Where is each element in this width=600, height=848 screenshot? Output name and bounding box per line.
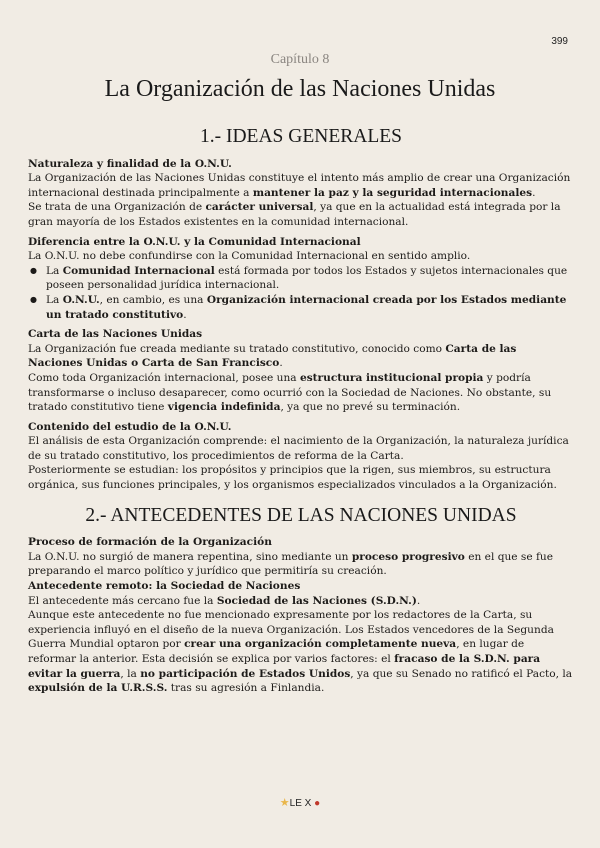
paragraph: Aunque este antecedente no fue mencionado expresamente por los redactores de la Carta, su experiencia influyó en el diseño de la nueva Organización. Los Estados vencedores de la Segunda Guerra Mundial optaron por crear una organización completamente nueva, en lugar de reformar la anterior. Esta decisión se explica por varios factores: el fracaso de la S.D.N. para evitar la guerra, la no participación de Estados Unidos, ya que su Senado no ratificó el Pacto, la expulsión de la U.R.S.S. tras su agresión a Finlandia. bbox=[28, 609, 573, 695]
page-content bbox=[28, 126, 574, 696]
bullet-list bbox=[28, 264, 574, 322]
emphasis: Sociedad de las Naciones (S.D.N.) bbox=[216, 594, 417, 607]
emphasis: mantener la paz y la seguridad internacionales bbox=[252, 186, 533, 199]
subheading-naturaleza: Naturaleza y finalidad de la O.N.U. bbox=[28, 157, 232, 170]
subheading-proceso: Proceso de formación de la Organización bbox=[28, 536, 272, 549]
paragraph: Se trata de una Organización de carácter universal, ya que en la actualidad está integrada por la gran mayoría de los Estados existentes en la comunidad internacional. bbox=[28, 201, 561, 228]
paragraph: El análisis de esta Organización comprende: el nacimiento de la Organización, la naturaleza jurídica de su tratado constitutivo, los procedimientos de reforma de la Carta. bbox=[28, 435, 569, 462]
subheading-contenido: Contenido del estudio de la O.N.U. bbox=[28, 420, 232, 433]
emphasis: Comunidad Internacional bbox=[62, 264, 215, 277]
emphasis: O.N.U. bbox=[62, 293, 100, 306]
emphasis: carácter universal bbox=[205, 201, 314, 214]
star-icon: ★ bbox=[279, 797, 290, 809]
subheading-diferencia: Diferencia entre la O.N.U. y la Comunidad Internacional bbox=[28, 235, 361, 248]
page-number: 399 bbox=[551, 36, 568, 47]
paragraph: Posteriormente se estudian: los propósitos y principios que la rigen, sus miembros, su estructura orgánica, sus funciones principales, y los organismos especializados vinculados a la Organización. bbox=[28, 464, 557, 492]
subheading-carta: Carta de las Naciones Unidas bbox=[28, 328, 203, 341]
emphasis: Carta de las Naciones Unidas o Carta de San Francisco bbox=[28, 342, 517, 370]
bullet-item: ● La Comunidad Internacional está formada por todos los Estados y sujetos internacionales que poseen personalidad jurídica internacional. bbox=[28, 264, 574, 293]
drop-icon: ● bbox=[314, 798, 321, 809]
footer-logo bbox=[0, 796, 600, 809]
emphasis: estructura institucional propia bbox=[299, 371, 484, 384]
paragraph: Como toda Organización internacional, posee una estructura institucional propia y podría transformarse o incluso desaparecer, como ocurrió con la Sociedad de Naciones. No obstante, su tratado constitutivo tiene vigencia indefinida, ya que no prevé su terminación. bbox=[28, 371, 552, 414]
emphasis: Organización internacional creada por los Estados mediante un tratado constitutivo bbox=[46, 293, 567, 321]
section-heading-antecedentes: 2.- ANTECEDENTES DE LAS NACIONES UNIDAS bbox=[85, 504, 517, 526]
paragraph: La O.N.U. no surgió de manera repentina, sino mediante un proceso progresivo en el que se fue preparando el marco político y jurídico que permitiría su creación. bbox=[28, 550, 554, 578]
paragraph: La Organización fue creada mediante su tratado constitutivo, conocido como Carta de las Naciones Unidas o Carta de San Francisco. bbox=[28, 342, 517, 370]
paragraph: El antecedente más cercano fue la Sociedad de las Naciones (S.D.N.). bbox=[28, 594, 421, 607]
emphasis: proceso progresivo bbox=[351, 550, 465, 563]
emphasis: vigencia indefinida bbox=[167, 401, 281, 414]
section-heading-ideas-generales: 1.- IDEAS GENERALES bbox=[199, 126, 403, 147]
bullet-item: ● La O.N.U., en cambio, es una Organización internacional creada por los Estados mediante un tratado constitutivo. bbox=[28, 293, 574, 322]
paragraph: La Organización de las Naciones Unidas constituye el intento más amplio de crear una Organización internacional destinada principalmente a mantener la paz y la seguridad internacionales. bbox=[28, 172, 571, 199]
subheading-antecedente-remoto: Antecedente remoto: la Sociedad de Naciones bbox=[28, 580, 301, 593]
emphasis: crear una organización completamente nueva bbox=[184, 638, 457, 651]
chapter-label: Capítulo 8 bbox=[270, 52, 330, 67]
chapter-title: La Organización de las Naciones Unidas bbox=[104, 76, 496, 102]
emphasis: expulsión de la U.R.S.S. bbox=[28, 682, 168, 695]
paragraph: La O.N.U. no debe confundirse con la Comunidad Internacional en sentido amplio. bbox=[28, 250, 471, 263]
logo-text: LE X bbox=[289, 798, 312, 809]
emphasis: fracaso de la S.D.N. para evitar la guerra bbox=[28, 653, 541, 680]
emphasis: no participación de Estados Unidos bbox=[140, 667, 351, 680]
